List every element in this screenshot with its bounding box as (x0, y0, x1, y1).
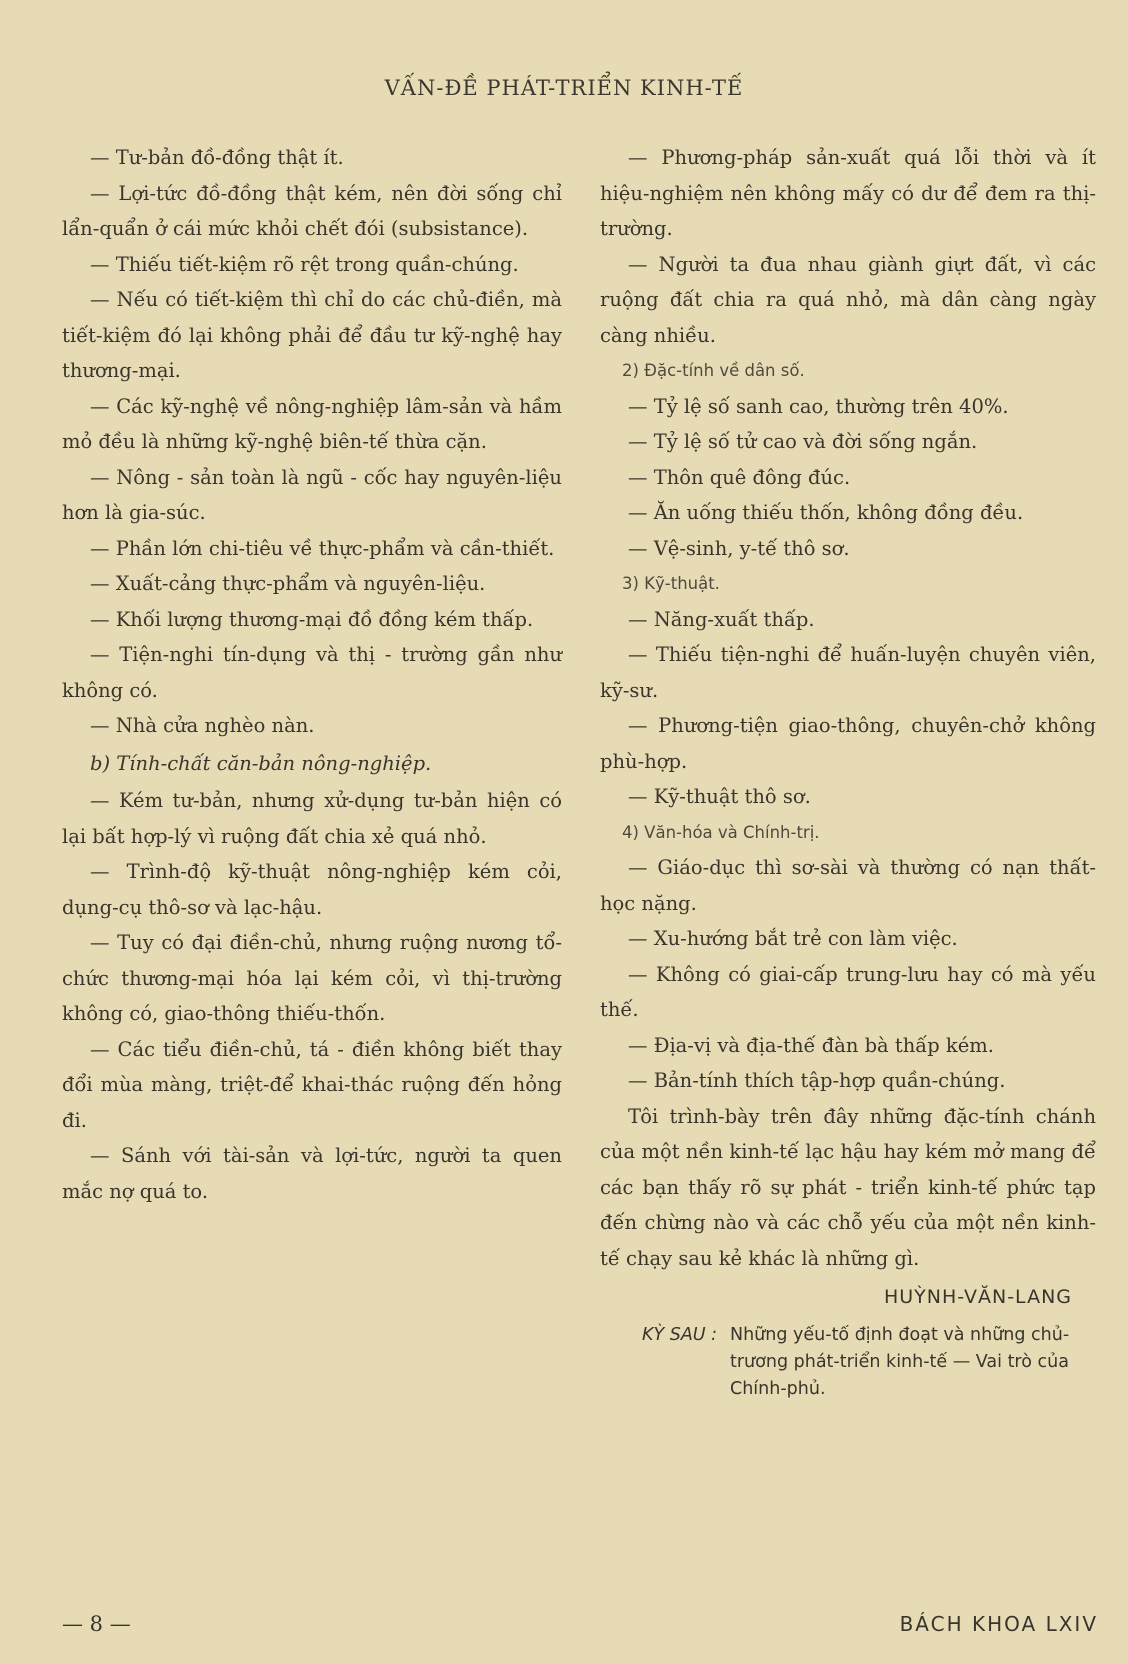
paragraph: — Phương-tiện giao-thông, chuyên-chở không phù-hợp. (600, 714, 1096, 773)
paragraph: — Xu-hướng bắt trẻ con làm việc. (628, 927, 958, 950)
paragraph: — Tuy có đại điền-chủ, nhưng ruộng nương tổ-chức thương-mại hóa lại kém cỏi, vì thị-trường không có, giao-thông thiếu-thốn. (62, 931, 562, 1025)
paragraph: — Thiếu tiện-nghi để huấn-luyện chuyên viên, kỹ-sư. (600, 643, 1096, 702)
next-issue-label: KỲ SAU : (642, 1324, 718, 1345)
paragraph: — Địa-vị và địa-thế đàn bà thấp kém. (628, 1033, 994, 1057)
author-signature: HUỲNH-VĂN-LANG (883, 1286, 1072, 1308)
paragraph: — Các kỹ-nghệ về nông-nghiệp lâm-sản và hầm mỏ đều là những kỹ-nghệ biên-tế thừa cặn. (62, 394, 562, 453)
left-column (62, 140, 562, 1209)
paragraph: — Phần lớn chi-tiêu về thực-phẩm và cần-thiết. (90, 536, 555, 560)
section-heading-b: b) Tính-chất căn-bản nông-nghiệp. (90, 751, 432, 775)
paragraph: — Nông - sản toàn là ngũ - cốc hay nguyên-liệu hơn là gia-súc. (62, 465, 562, 524)
paragraph: — Các tiểu điền-chủ, tá - điền không biết thay đổi mùa màng, triệt-để khai-thác ruộng đến hỏng đi. (62, 1037, 562, 1132)
journal-footer: BÁCH KHOA LXIV (899, 1612, 1098, 1636)
paragraph: — Tỷ lệ số tử cao và đời sống ngắn. (628, 430, 978, 453)
section-heading-3: 3) Kỹ-thuật. (622, 574, 720, 593)
page-header: VẤN-ĐỀ PHÁT-TRIỂN KINH-TẾ (384, 76, 744, 100)
paragraph: — Năng-xuất thấp. (628, 607, 815, 631)
paragraph: — Bản-tính thích tập-hợp quần-chúng. (628, 1069, 1006, 1092)
paragraph: — Phương-pháp sản-xuất quá lỗi thời và ít hiệu-nghiệm nên không mấy có dư để đem ra thị-trường. (600, 146, 1096, 240)
paragraph: — Khối lượng thương-mại đồ đồng kém thấp. (90, 607, 534, 631)
right-column (600, 140, 1096, 1403)
paragraph: — Thiếu tiết-kiệm rõ rệt trong quần-chúng. (90, 252, 519, 276)
paragraph: — Tiện-nghi tín-dụng và thị - trường gần như không có. (62, 643, 562, 702)
paragraph: — Xuất-cảng thực-phẩm và nguyên-liệu. (90, 572, 486, 595)
paragraph: — Không có giai-cấp trung-lưu hay có mà yếu thế. (600, 962, 1096, 1021)
paragraph: — Kém tư-bản, nhưng xử-dụng tư-bản hiện có lại bất hợp-lý vì ruộng đất chia xẻ quá nhỏ. (62, 789, 562, 848)
page-number: — 8 — (62, 1612, 131, 1636)
paragraph: — Trình-độ kỹ-thuật nông-nghiệp kém cỏi, dụng-cụ thô-sơ và lạc-hậu. (62, 860, 562, 919)
paragraph: — Vệ-sinh, y-tế thô sơ. (628, 536, 850, 560)
section-heading-4: 4) Văn-hóa và Chính-trị. (622, 822, 820, 842)
section-heading-2: 2) Đặc-tính về dân số. (622, 361, 805, 380)
next-issue-text: Những yếu-tố định đoạt và những chủ-trương phát-triển kinh-tế — Vai trò của Chính-phủ. (730, 1324, 1070, 1399)
paragraph: — Tư-bản đồ-đồng thật ít. (90, 146, 344, 169)
paragraph: — Lợi-tức đồ-đồng thật kém, nên đời sống chỉ lẩn-quẩn ở cái mức khỏi chết đói (subsistance). (62, 181, 562, 240)
paragraph: — Giáo-dục thì sơ-sài và thường có nạn thất-học nặng. (600, 856, 1096, 915)
paragraph: — Thôn quê đông đúc. (628, 465, 851, 489)
paragraph: — Sánh với tài-sản và lợi-tức, người ta quen mắc nợ quá to. (62, 1144, 562, 1203)
paragraph: — Nhà cửa nghèo nàn. (90, 714, 315, 737)
paragraph: — Nếu có tiết-kiệm thì chỉ do các chủ-điền, mà tiết-kiệm đó lại không phải để đầu tư kỹ-nghệ hay thương-mại. (62, 288, 562, 382)
paragraph: — Tỷ lệ số sanh cao, thường trên 40%. (628, 394, 1009, 418)
next-issue-notice (600, 1322, 1096, 1403)
paragraph: — Kỹ-thuật thô sơ. (628, 785, 811, 808)
closing-paragraph: Tôi trình-bày trên đây những đặc-tính chánh của một nền kinh-tế lạc hậu hay kém mở mang để các bạn thấy rõ sự phát - triển kinh-tế phức tạp đến chừng nào và các chỗ yếu của một nền kinh-tế chạy sau kẻ khác là những gì. (600, 1104, 1096, 1270)
paragraph: — Ăn uống thiếu thốn, không đồng đều. (628, 501, 1024, 524)
paragraph: — Người ta đua nhau giành giựt đất, vì các ruộng đất chia ra quá nhỏ, mà dân càng ngày càng nhiều. (600, 252, 1096, 347)
